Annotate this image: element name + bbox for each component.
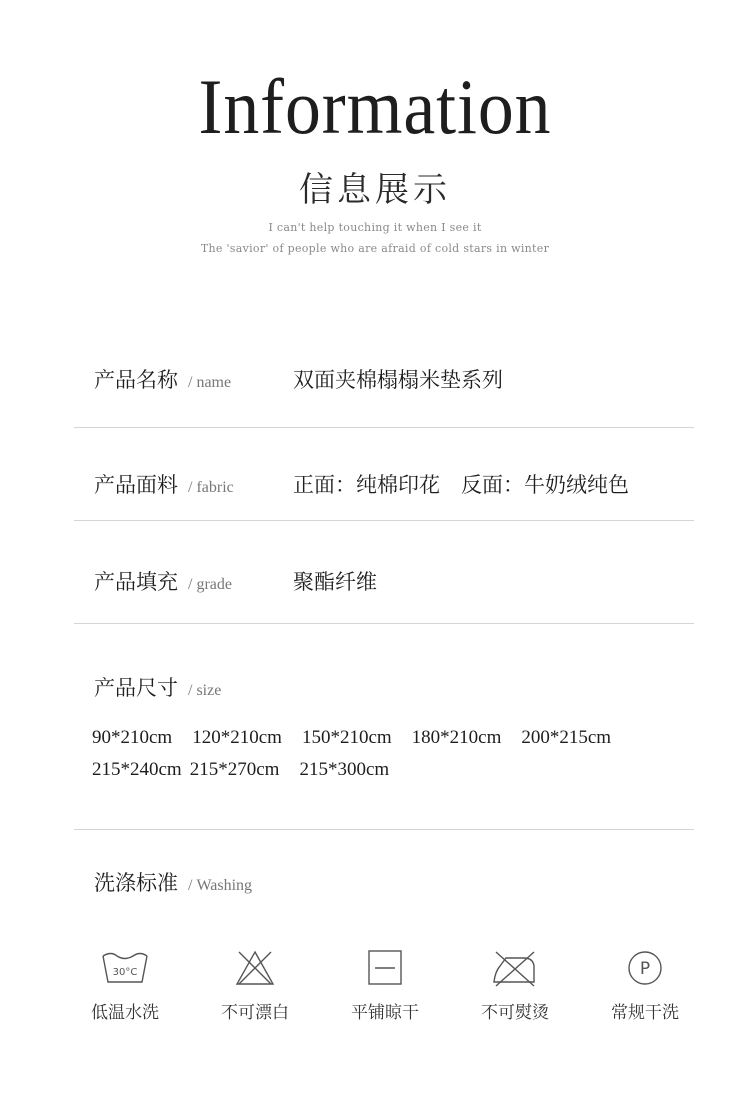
washing-en: / Washing [188,877,253,894]
size-item: 215*300cm [299,759,390,780]
size-line-1 [92,727,631,749]
row-name-cn: 产品名称 [94,368,178,392]
size-line-2 [92,759,631,781]
washing-icons [60,948,710,1023]
tagline-2: The 'savior' of people who are afraid of cold stars in winter [200,242,550,255]
size-item: 215*240cm [92,759,182,780]
row-grade-label [94,566,232,596]
wash-item-flat-dry [320,948,450,1023]
wash-label: 低温水洗 [91,1003,159,1023]
wash-temp-text: 30°C [112,967,138,978]
size-item: 200*215cm [521,727,612,748]
no-iron-icon [490,948,540,988]
dry-clean-letter: P [639,959,651,979]
size-item: 215*270cm [189,759,280,780]
row-grade-cn: 产品填充 [94,570,178,594]
size-item: 150*210cm [301,727,392,748]
size-cn: 产品尺寸 [94,676,178,700]
flat-dry-icon [360,948,410,988]
wash-label: 常规干洗 [611,1003,679,1023]
row-grade-value: 聚酯纤维 [293,570,377,594]
row-name-value: 双面夹棉榻榻米垫系列 [293,368,503,392]
size-item: 180*210cm [411,727,502,748]
washing-label [94,867,252,897]
wash-item-no-bleach [190,948,320,1023]
wash-30-icon [100,948,150,988]
wash-label: 平铺晾干 [351,1003,419,1023]
size-item: 120*210cm [192,727,282,748]
size-label [94,672,221,702]
row-name-en: / name [188,374,232,391]
wash-label: 不可漂白 [221,1003,289,1023]
row-grade-en: / grade [188,576,232,593]
wash-item-no-iron [450,948,580,1023]
page-subtitle: 信息展示 [299,170,451,210]
wash-label: 不可熨烫 [481,1003,549,1023]
row-fabric-label [94,469,234,499]
washing-cn: 洗涤标准 [94,871,178,895]
wash-item-dry-clean [580,948,710,1023]
size-item: 90*210cm [92,727,173,748]
row-fabric-value: 正面：纯棉印花 反面：牛奶绒纯色 [293,473,629,497]
row-fabric-cn: 产品面料 [94,473,178,497]
divider [74,427,694,428]
divider [74,829,694,830]
divider [74,623,694,624]
dry-clean-icon [620,948,670,988]
no-bleach-icon [230,948,280,988]
tagline-1: I can't help touching it when I see it [268,221,482,234]
size-list [92,727,631,781]
row-fabric-en: / fabric [188,479,234,496]
page-title: Information [198,63,552,150]
divider [74,520,694,521]
wash-item-low-temp [60,948,190,1023]
size-en: / size [188,682,222,699]
row-name-label [94,364,231,394]
